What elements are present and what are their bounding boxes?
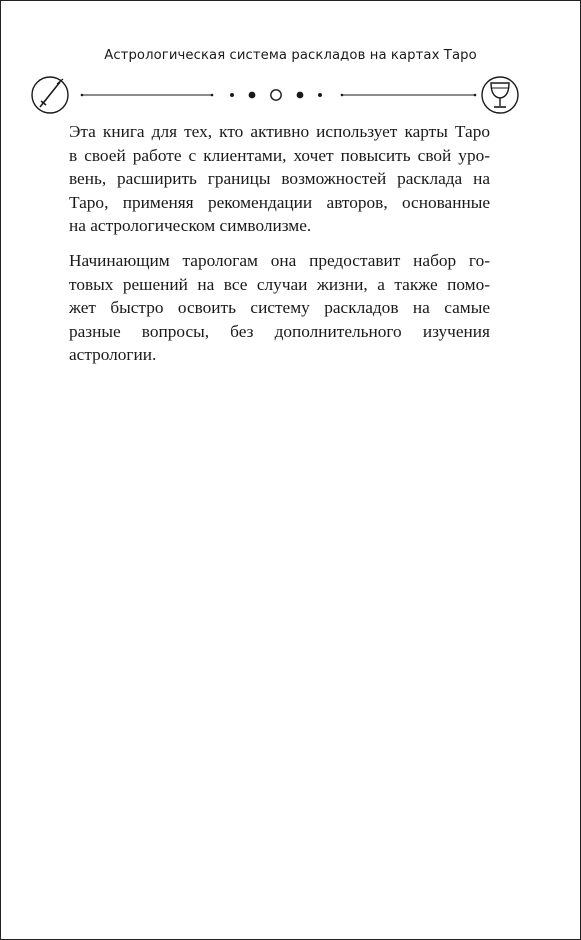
text-line: Эта книга для тех, кто активно использует карты Таро xyxy=(69,122,490,141)
text-line: вень, расширить границы возможностей расклада на xyxy=(69,169,490,189)
cup-icon xyxy=(482,77,518,113)
text-line: Начинающим тарологам она предоставит набор го- xyxy=(69,250,490,270)
running-title: Астрологическая система раскладов на картах Таро xyxy=(104,48,477,63)
sword-icon xyxy=(32,77,68,113)
text-line: на астрологическом символизме. xyxy=(69,216,312,236)
paragraph-1 xyxy=(69,120,490,238)
text-line: товых решений на все случаи жизни, а также помо- xyxy=(69,274,490,294)
text-line: астрологии. xyxy=(69,345,157,365)
text-line: жет быстро освоить систему раскладов на самые xyxy=(69,298,490,318)
text-line: в своей работе с клиентами, хочет повысить свой уро- xyxy=(69,145,490,165)
text-line: разные вопросы, без дополнительного изучения xyxy=(69,321,490,341)
body-text xyxy=(69,120,490,378)
header-ornament xyxy=(0,70,581,120)
paragraph-2 xyxy=(69,249,490,367)
text-line: Таро, применяя рекомендации авторов, основанные xyxy=(69,192,490,212)
